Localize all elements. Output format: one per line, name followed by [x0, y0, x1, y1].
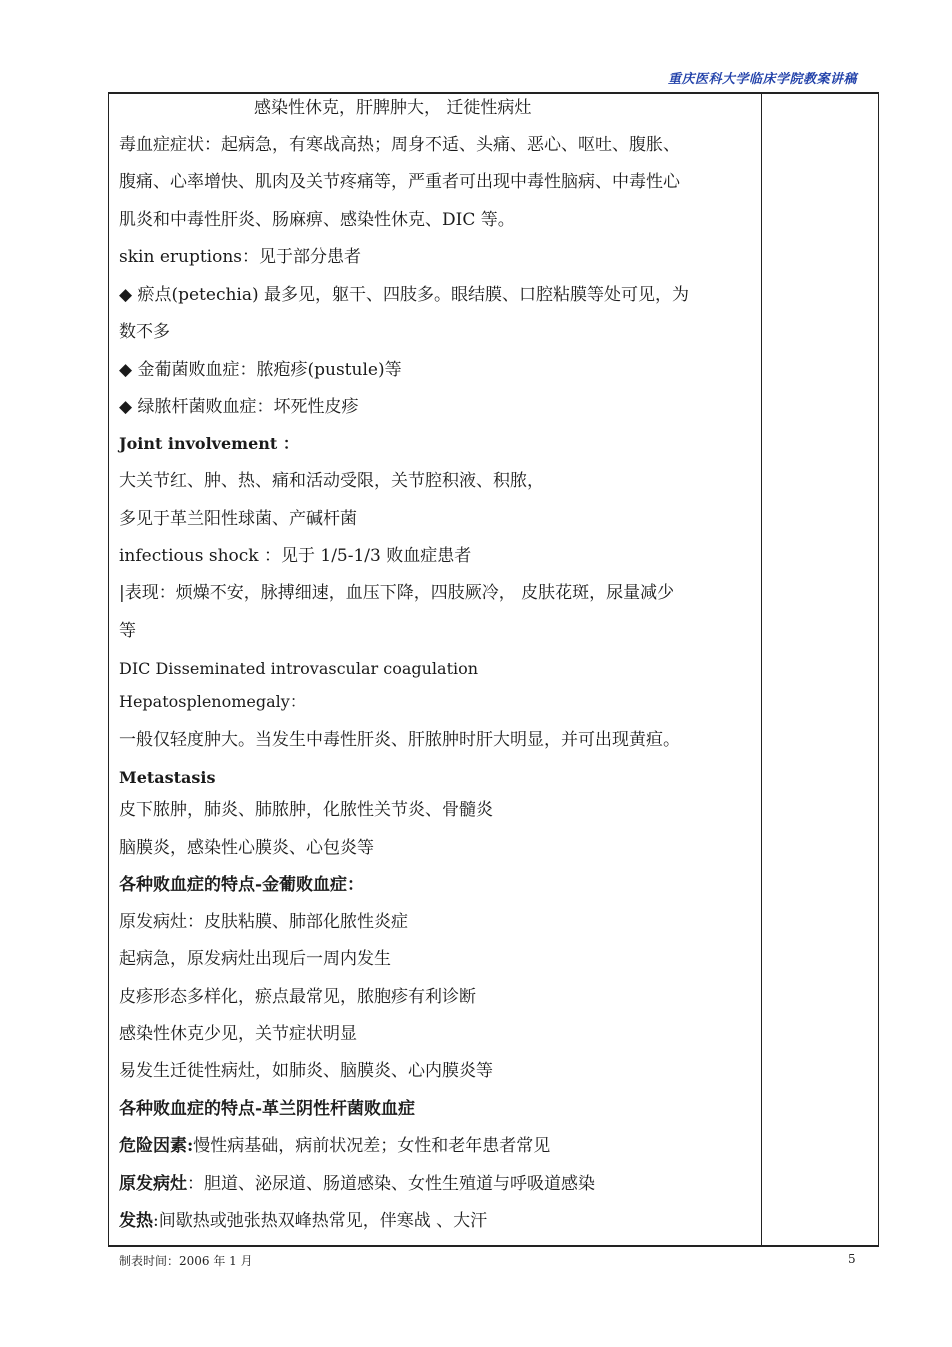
text-line-shock-signs-2: 等 [119, 621, 136, 641]
text-line-pseudomonas-rash: ◆ 绿脓杆菌败血症：坏死性皮疹 [119, 397, 359, 417]
heading-staph-sepsis: 各种败血症的特点-金葡败血症： [119, 875, 365, 895]
text-line-toxemia-2: 腹痛、心率增快、肌肉及关节疼痛等，严重者可出现中毒性脑病、中毒性心 [119, 172, 680, 192]
fever-text: :间歇热或弛张热双峰热常见，伴寒战 、大汗 [153, 1211, 488, 1231]
text-line-infectious-shock: infectious shock ：见于 1/5-1/3 败血症患者 [119, 546, 472, 566]
text-line-toxemia-3: 肌炎和中毒性肝炎、肠麻痹、感染性休克、DIC 等。 [119, 210, 515, 230]
text-line-hepatosplenomegaly: Hepatosplenomegaly： [119, 692, 306, 711]
heading-gram-negative-sepsis: 各种败血症的特点-革兰阴性杆菌败血症 [119, 1099, 416, 1119]
text-line-staph-3: 皮疹形态多样化，瘀点最常见，脓胞疹有利诊断 [119, 987, 476, 1007]
text-line-dic: DIC Disseminated introvascular coagulation [119, 659, 479, 678]
text-line-shock-signs-1: |表现：烦燥不安，脉搏细速，血压下降，四肢厥冷， 皮肤花斑，尿量减少 [119, 583, 675, 603]
risk-factors-text: 慢性病基础，病前状况差；女性和老年患者常见 [193, 1136, 551, 1156]
text-line-metastasis-1: 皮下脓肿，肺炎、肺脓肿，化脓性关节炎、骨髓炎 [119, 800, 493, 820]
text-line-liver-enlargement: 一般仅轻度肿大。当发生中毒性肝炎、肝脓肿时肝大明显，并可出现黄疸。 [119, 730, 680, 750]
table-column-divider [761, 92, 762, 1247]
text-line-fever [119, 1210, 487, 1232]
text-line-sepsis-signs: 感染性休克，肝脾肿大， 迁徙性病灶 [254, 98, 532, 118]
fever-label: 发热 [119, 1211, 153, 1231]
text-line-metastasis-2: 脑膜炎，感染性心膜炎、心包炎等 [119, 838, 374, 858]
risk-factors-label: 危险因素: [119, 1136, 194, 1156]
text-line-joint-2: 多见于革兰阳性球菌、产碱杆菌 [119, 509, 357, 529]
heading-joint-involvement: Joint involvement ： [119, 434, 299, 453]
text-line-staph-pustule: ◆ 金葡菌败血症：脓疱疹(pustule)等 [119, 360, 402, 380]
text-line-petechia-1: ◆ 瘀点(petechia) 最多见，躯干、四肢多。眼结膜、口腔粘膜等处可见，为 [119, 285, 690, 305]
page-number: 5 [848, 1252, 856, 1266]
primary-focus-label: 原发病灶 [119, 1174, 187, 1194]
primary-focus-text: ：胆道、泌尿道、肠道感染、女性生殖道与呼吸道感染 [187, 1174, 595, 1194]
heading-metastasis: Metastasis [119, 768, 216, 787]
text-line-staph-1: 原发病灶：皮肤粘膜、肺部化脓性炎症 [119, 912, 408, 932]
text-line-risk-factors [119, 1135, 550, 1157]
document-header-title: 重庆医科大学临床学院教案讲稿 [667, 72, 857, 87]
text-line-primary-focus [119, 1173, 595, 1195]
text-line-skin-eruptions: skin eruptions：见于部分患者 [119, 247, 362, 267]
text-line-joint-1: 大关节红、肿、热、痛和活动受限，关节腔积液、积脓， [119, 471, 544, 491]
text-line-petechia-2: 数不多 [119, 322, 170, 342]
text-line-toxemia-1: 毒血症症状：起病急，有寒战高热；周身不适、头痛、恶心、呕吐、腹胀、 [119, 135, 680, 155]
text-line-staph-5: 易发生迁徙性病灶，如肺炎、脑膜炎、心内膜炎等 [119, 1061, 493, 1081]
text-line-staph-2: 起病急，原发病灶出现后一周内发生 [119, 949, 391, 969]
footer-date: 制表时间：2006 年 1 月 [119, 1254, 253, 1268]
text-line-staph-4: 感染性休克少见，关节症状明显 [119, 1024, 357, 1044]
